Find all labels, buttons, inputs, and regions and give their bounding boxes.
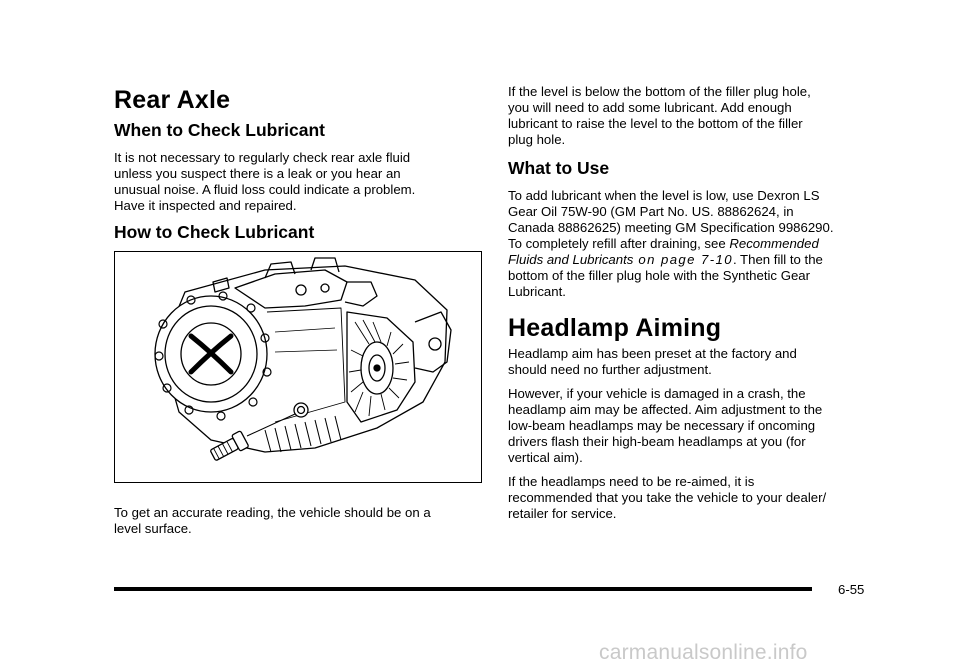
page-reference-number[interactable]: 7-10 xyxy=(700,252,733,267)
text-line: vertical aim). xyxy=(508,450,583,465)
text-line: Canada 88862625) meeting GM Specification 9986290. xyxy=(508,220,834,235)
text-line: unless you suspect there is a leak or you hear an xyxy=(114,166,401,181)
text-line xyxy=(508,236,834,252)
text-line: However, if your vehicle is damaged in a crash, the xyxy=(508,386,806,401)
section-title-rear-axle: Rear Axle xyxy=(114,86,231,114)
paragraph-headlamp-crash xyxy=(508,386,822,466)
text-line: drivers flash their high-beam headlamps at you (for xyxy=(508,434,806,449)
text-line: If the level is below the bottom of the filler plug hole, xyxy=(508,84,811,99)
paragraph-level-below xyxy=(508,84,811,148)
rear-axle-drawing xyxy=(115,252,480,481)
cross-reference-link[interactable]: Fluids and Lubricants xyxy=(508,252,634,267)
section-title-headlamp-aiming: Headlamp Aiming xyxy=(508,314,722,342)
text-line xyxy=(508,252,834,268)
text-line: Gear Oil 75W-90 (GM Part No. US. 88862624, in xyxy=(508,204,794,219)
text-line: recommended that you take the vehicle to your dealer/ xyxy=(508,490,827,505)
heading-what-to-use: What to Use xyxy=(508,158,610,178)
text-line: bottom of the filler plug hole with the Synthetic Gear xyxy=(508,268,811,283)
paragraph-level-surface xyxy=(114,505,431,537)
paragraph-what-to-use xyxy=(508,188,834,300)
page-reference-label: on page xyxy=(633,252,701,267)
text-line: To get an accurate reading, the vehicle should be on a xyxy=(114,505,431,520)
text-line: It is not necessary to regularly check rear axle fluid xyxy=(114,150,411,165)
text-line: headlamp aim may be affected. Aim adjustment to the xyxy=(508,402,823,417)
text-line: level surface. xyxy=(114,521,192,536)
text-run: . Then fill to the xyxy=(732,252,823,267)
watermark: carmanualsonline.info xyxy=(599,641,808,664)
rear-axle-illustration xyxy=(114,251,482,483)
paragraph-headlamp-preset xyxy=(508,346,797,378)
text-line: you will need to add some lubricant. Add enough xyxy=(508,100,792,115)
text-line: retailer for service. xyxy=(508,506,617,521)
heading-how-to-check: How to Check Lubricant xyxy=(114,222,315,242)
text-line: Have it inspected and repaired. xyxy=(114,198,297,213)
page-number: 6-55 xyxy=(838,582,865,597)
footer-rule xyxy=(114,587,812,591)
heading-when-to-check: When to Check Lubricant xyxy=(114,120,325,140)
text-line: plug hole. xyxy=(508,132,566,147)
text-line: Headlamp aim has been preset at the factory and xyxy=(508,346,797,361)
text-line: lubricant to raise the level to the bottom of the filler xyxy=(508,116,803,131)
text-line: If the headlamps need to be re-aimed, it is xyxy=(508,474,755,489)
text-line: low-beam headlamps may be necessary if oncoming xyxy=(508,418,816,433)
paragraph-when-to-check xyxy=(114,150,415,214)
paragraph-headlamp-reaim xyxy=(508,474,826,522)
text-run: To completely refill after draining, see xyxy=(508,236,730,251)
text-line: should need no further adjustment. xyxy=(508,362,712,377)
text-line: unusual noise. A fluid loss could indicate a problem. xyxy=(114,182,416,197)
text-line: To add lubricant when the level is low, use Dexron LS xyxy=(508,188,820,203)
cross-reference-link[interactable]: Recommended xyxy=(729,236,819,251)
text-line: Lubricant. xyxy=(508,284,566,299)
